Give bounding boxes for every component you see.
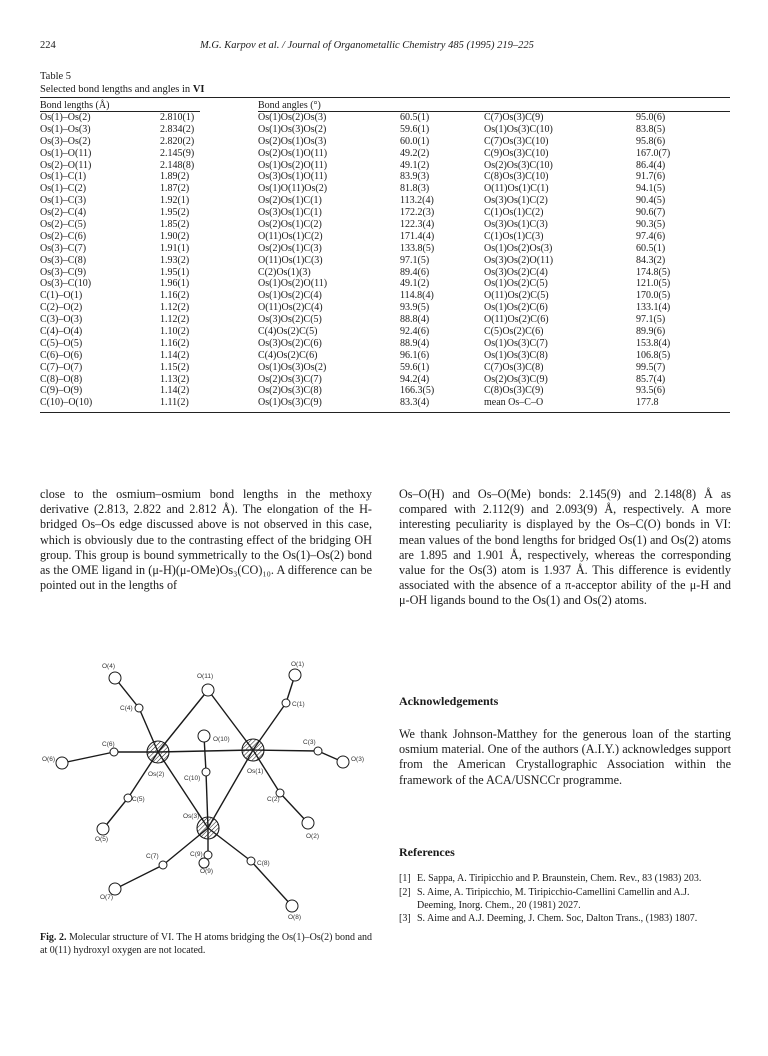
- label-os3: Os(3): [183, 813, 200, 820]
- table-cell: 1.13(2): [160, 373, 190, 385]
- table-cell: 1.10(2): [160, 326, 190, 338]
- table-cell: 1.11(2): [160, 397, 189, 409]
- atom-o4: [109, 672, 121, 684]
- table-cell: Os(1)Os(2)Os(3): [484, 242, 553, 254]
- table-cell: 1.14(2): [160, 385, 190, 397]
- table-cell: 2.148(8): [160, 159, 195, 171]
- table-cell: 85.7(4): [636, 373, 666, 385]
- atom-c5: [124, 794, 132, 802]
- table-cell: Os(1)Os(3)C(8): [484, 349, 548, 361]
- table-cell: 133.8(5): [400, 242, 435, 254]
- table-cell: 153.8(4): [636, 337, 671, 349]
- table-cell: 95.8(6): [636, 135, 666, 147]
- table-cell: O(11)Os(2)C(4): [258, 302, 323, 314]
- label-c9: C(9): [190, 851, 203, 858]
- table-cell: 89.9(6): [636, 326, 666, 338]
- table-cell: O(11)Os(1)C(1): [484, 183, 549, 195]
- bond-os2-o11: [158, 690, 208, 752]
- table-cell: 97.4(6): [636, 230, 666, 242]
- label-o11: O(11): [197, 673, 214, 680]
- label-c1: C(1): [292, 701, 305, 708]
- right-column-paragraph: Os–O(H) and Os–O(Me) bonds: 2.145(9) and 2.148(8) Å as compared with 2.112(9) and 2.093(9) Å, respectively. A more interesting peculiarity is displayed by the Os–C(O) bonds in VI: mean values of the bond lengths for bridged Os(1) and Os(2) atoms are 1.895 and 1.901 Å, respectively, whereas the corresponding value for the Os(3) atom is 1.937 Å. This difference is evidently associated with the absence of a π-acceptor ability of the μ-H and μ-OH ligands bound to the Os(1) and Os(2) atoms.: [399, 487, 731, 608]
- table-cell: 1.95(1): [160, 266, 190, 278]
- table-cell: 1.90(2): [160, 230, 190, 242]
- label-o5: O(5): [95, 836, 108, 843]
- table-cell: 83.8(5): [636, 123, 666, 135]
- table-cell: 99.5(7): [636, 361, 666, 373]
- table-cell: 83.9(3): [400, 171, 430, 183]
- table-cell: C(9)Os(3)C(10): [484, 147, 549, 159]
- table-cell: C(7)Os(3)C(9): [484, 112, 544, 123]
- table-cell: 96.1(6): [400, 349, 430, 361]
- table-cell: 97.1(5): [636, 314, 666, 326]
- atom-os3: [197, 817, 219, 839]
- header-bond-lengths: Bond lengths (Å): [40, 100, 110, 111]
- reference-text: E. Sappa, A. Tiripicchio and P. Braunstein, Chem. Rev., 83 (1983) 203.: [417, 873, 702, 884]
- reference-item: [399, 873, 731, 886]
- table-cell: Os(2)–C(5): [40, 219, 87, 231]
- table-cell: Os(1)Os(3)C(7): [484, 337, 548, 349]
- table-cell: Os(1)–C(1): [40, 171, 87, 183]
- table-cell: Os(3)–C(8): [40, 254, 87, 266]
- table-cell: 1.89(2): [160, 171, 190, 183]
- table-cell: 91.7(6): [636, 171, 666, 183]
- table-cell: Os(3)Os(1)O(11): [258, 171, 328, 183]
- table-row: [40, 148, 730, 160]
- table-cell: C(4)Os(2)C(6): [258, 349, 318, 361]
- table-cell: 60.5(1): [636, 242, 666, 254]
- bond-os1-os3: [208, 750, 253, 828]
- table-cell: Os(1)–Os(2): [40, 112, 91, 123]
- atom-o9: [199, 858, 209, 868]
- table-cell: 171.4(4): [400, 230, 435, 242]
- table-row: [40, 255, 730, 267]
- table-cell: Os(2)Os(1)O(11): [258, 147, 328, 159]
- table-cell: Os(1)Os(3)Os(2): [258, 123, 327, 135]
- table-row: [40, 243, 730, 255]
- table-cell: 1.92(1): [160, 195, 190, 207]
- table-cell: 121.0(5): [636, 278, 671, 290]
- table-cell: Os(1)Os(3)Os(2): [258, 361, 327, 373]
- reference-number: [3]: [399, 913, 411, 925]
- label-c5: C(5): [132, 796, 145, 803]
- bond-c7-o7: [115, 865, 163, 889]
- table-cell: Os(3)Os(2)O(11): [484, 254, 554, 266]
- table-cell: 122.3(4): [400, 219, 435, 231]
- bond-table: [40, 112, 730, 409]
- table-cell: 84.3(2): [636, 254, 666, 266]
- table-cell: 2.145(9): [160, 147, 195, 159]
- table-cell: Os(1)–C(3): [40, 195, 87, 207]
- table-cell: 1.12(2): [160, 302, 190, 314]
- reference-text: S. Aime and A.J. Deeming, J. Chem. Soc, Dalton Trans., (1983) 1807.: [417, 913, 698, 925]
- atom-c3: [314, 747, 322, 755]
- table-cell: 1.16(2): [160, 337, 190, 349]
- table-row: [40, 267, 730, 279]
- table-cell: C(8)–O(8): [40, 373, 83, 385]
- table-cell: C(1)–O(1): [40, 290, 83, 302]
- table-cell: 174.8(5): [636, 266, 671, 278]
- table-cell: C(8)Os(3)C(9): [484, 385, 544, 397]
- table-cell: 1.95(2): [160, 207, 190, 219]
- table-cell: Os(1)–Os(3): [40, 123, 91, 135]
- table-cell: 49.1(2): [400, 278, 430, 290]
- bond-c8-o8: [251, 861, 292, 906]
- table-cell: C(2)Os(1)(3): [258, 266, 311, 278]
- table-row: [40, 302, 730, 314]
- table-cell: 1.16(2): [160, 290, 190, 302]
- table-cell: Os(1)Os(2)C(5): [484, 278, 548, 290]
- table-cell: Os(3)Os(2)C(4): [484, 266, 548, 278]
- table-cell: C(4)Os(2)C(5): [258, 326, 318, 338]
- table-cell: 113.2(4): [400, 195, 434, 207]
- reference-item: [399, 913, 731, 926]
- references-heading: References: [399, 845, 455, 859]
- table-cell: 59.6(1): [400, 123, 430, 135]
- table-cell: Os(2)Os(1)Os(3): [258, 135, 327, 147]
- atom-os2: [147, 741, 169, 763]
- table-row: [40, 397, 730, 409]
- label-c3: C(3): [303, 739, 316, 746]
- table-cell: Os(3)Os(1)C(2): [484, 195, 548, 207]
- label-o10: O(10): [213, 736, 230, 743]
- label-o8: O(8): [288, 914, 301, 921]
- table-cell: 1.96(1): [160, 278, 190, 290]
- table-cell: Os(3)Os(1)C(1): [258, 207, 322, 219]
- table-cell: 97.1(5): [400, 254, 430, 266]
- table-cell: Os(3)Os(2)C(5): [258, 314, 322, 326]
- acknowledgements-heading: Acknowledgements: [399, 694, 499, 708]
- table-cell: Os(2)Os(3)C(8): [258, 385, 322, 397]
- table-cell: 95.0(6): [636, 112, 666, 123]
- atom-o8: [286, 900, 298, 912]
- table-row: [40, 385, 730, 397]
- table-cell: Os(1)Os(3)C(9): [258, 397, 322, 409]
- table-cell: O(11)Os(2)C(6): [484, 314, 549, 326]
- table-number: Table 5: [40, 71, 72, 82]
- table-row: [40, 195, 730, 207]
- table-cell: 1.12(2): [160, 314, 190, 326]
- label-os1: Os(1): [247, 768, 264, 775]
- label-os2: Os(2): [148, 771, 165, 778]
- table-cell: 1.91(1): [160, 242, 190, 254]
- table-cell: Os(2)Os(1)C(2): [258, 219, 322, 231]
- table-cell: Os(1)Os(3)C(10): [484, 123, 553, 135]
- table-cell: Os(1)Os(2)C(6): [484, 302, 548, 314]
- table-cell: Os(2)Os(3)C(9): [484, 373, 548, 385]
- table-cell: 59.6(1): [400, 361, 430, 373]
- atom-o11: [202, 684, 214, 696]
- table-cell: 1.14(2): [160, 349, 190, 361]
- table-cell: 172.2(3): [400, 207, 435, 219]
- table-row: [40, 290, 730, 302]
- table-row: [40, 278, 730, 290]
- table-cell: 1.87(2): [160, 183, 190, 195]
- acknowledgements-text: We thank Johnson-Matthey for the generous loan of the starting osmium material. One of the authors (A.I.Y.) acknowledges support from the American Crystallographic Association within the framework of the ACA/USNCCr programme.: [399, 727, 731, 787]
- table-cell: 177.8: [636, 397, 659, 409]
- table-cell: Os(1)O(11)Os(2): [258, 183, 328, 195]
- figure-caption: Fig. 2. Molecular structure of VI. The H atoms bridging the Os(1)–Os(2) bond and at 0(11) hydroxyl oxygen are not located.: [40, 932, 373, 956]
- reference-text: S. Aime, A. Tiripicchio, M. Tiripicchio-Camellini Camellin and A.J. Deeming, Inorg. Chem., 20 (1981) 2027.: [417, 886, 690, 911]
- table-cell: 88.9(4): [400, 337, 430, 349]
- table-cell: Os(2)–C(4): [40, 207, 87, 219]
- table-cell: 2.834(2): [160, 123, 195, 135]
- table-cell: 1.15(2): [160, 361, 190, 373]
- table-cell: C(7)Os(3)C(10): [484, 135, 549, 147]
- table-cell: 2.820(2): [160, 135, 195, 147]
- table-cell: C(5)Os(2)C(6): [484, 326, 544, 338]
- table-cell: Os(1)–C(2): [40, 183, 87, 195]
- table-row: [40, 160, 730, 172]
- table-cell: C(6)–O(6): [40, 349, 83, 361]
- atom-c4: [135, 704, 143, 712]
- label-o4: O(4): [102, 663, 115, 670]
- table-cell: 1.85(2): [160, 219, 190, 231]
- table-row: [40, 231, 730, 243]
- label-o1: O(1): [291, 661, 304, 668]
- journal-citation: M.G. Karpov et al. / Journal of Organometallic Chemistry 485 (1995) 219–225: [200, 40, 534, 51]
- table-cell: Os(2)–C(6): [40, 230, 87, 242]
- table-cell: 81.8(3): [400, 183, 430, 195]
- reference-item: [399, 887, 731, 913]
- table-cell: 93.9(5): [400, 302, 430, 314]
- table-cell: 86.4(4): [636, 159, 666, 171]
- table-cell: 106.8(5): [636, 349, 671, 361]
- table-cell: 93.5(6): [636, 385, 666, 397]
- table-row: [40, 136, 730, 148]
- table-row: [40, 338, 730, 350]
- table-top-rule: [40, 97, 730, 98]
- table-title: Selected bond lengths and angles in VI: [40, 84, 205, 95]
- atom-o2: [302, 817, 314, 829]
- table-cell: Os(3)Os(2)C(6): [258, 337, 322, 349]
- table-cell: Os(3)Os(1)C(3): [484, 219, 548, 231]
- table-cell: Os(2)–O(11): [40, 159, 92, 171]
- table-cell: 166.3(5): [400, 385, 435, 397]
- table-row: [40, 219, 730, 231]
- table-cell: 94.2(4): [400, 373, 430, 385]
- table-cell: C(7)–O(7): [40, 361, 83, 373]
- label-o9: O(9): [200, 868, 213, 875]
- table-cell: 88.8(4): [400, 314, 430, 326]
- table-cell: O(11)Os(1)C(3): [258, 254, 323, 266]
- atom-c7: [159, 861, 167, 869]
- table-cell: C(2)–O(2): [40, 302, 83, 314]
- left-column-paragraph: close to the osmium–osmium bond lengths in the methoxy derivative (2.813, 2.822 and 2.812 Å). The elongation of the H-bridged Os–Os edge discussed above is not observed in this case, which is obviously due to the contrasting effect of the bridging OH group. This group is bound symmetrically to the Os(1)–Os(2) bond as the OME ligand in (μ-H)(μ-OMe)Os₃(CO)₁₀. A difference can be pointed out in the lengths of: [40, 487, 372, 593]
- label-c2: C(2): [267, 796, 280, 803]
- atom-o3: [337, 756, 349, 768]
- table-cell: 167.0(7): [636, 147, 671, 159]
- table-cell: 133.1(4): [636, 302, 671, 314]
- table-row: [40, 207, 730, 219]
- table-cell: Os(3)–C(7): [40, 242, 87, 254]
- table-cell: Os(2)Os(3)C(10): [484, 159, 553, 171]
- table-cell: Os(1)Os(2)O(11): [258, 278, 328, 290]
- reference-number: [1]: [399, 873, 411, 884]
- table-cell: 89.4(6): [400, 266, 430, 278]
- table-cell: 2.810(1): [160, 112, 195, 123]
- table-row: [40, 314, 730, 326]
- table-caption: [40, 70, 204, 96]
- table-row: [40, 350, 730, 362]
- table-row: [40, 124, 730, 136]
- table-cell: Os(2)Os(3)C(7): [258, 373, 322, 385]
- atom-c10: [202, 768, 210, 776]
- label-o6: O(6): [42, 756, 55, 763]
- table-cell: 94.1(5): [636, 183, 666, 195]
- table-row: [40, 362, 730, 374]
- table-cell: C(5)–O(5): [40, 337, 83, 349]
- table-cell: C(8)Os(3)C(10): [484, 171, 549, 183]
- table-cell: 90.6(7): [636, 207, 666, 219]
- table-cell: C(4)–O(4): [40, 326, 83, 338]
- table-cell: O(11)Os(1)C(2): [258, 230, 323, 242]
- table-cell: 1.93(2): [160, 254, 190, 266]
- table-cell: Os(1)Os(2)C(4): [258, 290, 322, 302]
- table-cell: Os(1)Os(2)O(11): [258, 159, 328, 171]
- table-cell: 170.0(5): [636, 290, 671, 302]
- table-row: [40, 374, 730, 386]
- atom-o1: [289, 669, 301, 681]
- label-c7: C(7): [146, 853, 159, 860]
- table-cell: Os(2)Os(1)C(3): [258, 242, 322, 254]
- table-cell: C(1)Os(1)C(2): [484, 207, 544, 219]
- molecular-structure-figure: [40, 658, 373, 1014]
- header-bond-angles: Bond angles (°): [258, 100, 321, 111]
- table-cell: mean Os–C–O: [484, 397, 544, 409]
- bond-c6-o6: [62, 752, 114, 763]
- table-cell: C(7)Os(3)C(8): [484, 361, 544, 373]
- table-cell: Os(2)Os(1)C(1): [258, 195, 322, 207]
- table-cell: Os(1)–O(11): [40, 147, 92, 159]
- reference-number: [2]: [399, 886, 411, 898]
- atom-c1: [282, 699, 290, 707]
- atom-o6: [56, 757, 68, 769]
- table-cell: 90.3(5): [636, 219, 666, 231]
- label-o7: O(7): [100, 894, 113, 901]
- table-cell: Os(3)–Os(2): [40, 135, 91, 147]
- table-row: [40, 326, 730, 338]
- label-o2: O(2): [306, 833, 319, 840]
- atom-o5: [97, 823, 109, 835]
- references-list: [399, 873, 731, 927]
- table-cell: Os(1)Os(2)Os(3): [258, 112, 327, 123]
- label-c6: C(6): [102, 741, 115, 748]
- table-cell: 90.4(5): [636, 195, 666, 207]
- table-cell: 83.3(4): [400, 397, 430, 409]
- table-cell: 60.0(1): [400, 135, 430, 147]
- table-bottom-rule: [40, 412, 730, 413]
- table-cell: C(3)–O(3): [40, 314, 83, 326]
- table-row: [40, 112, 730, 124]
- table-cell: C(1)Os(1)C(3): [484, 230, 544, 242]
- atom-o10: [198, 730, 210, 742]
- table-cell: 60.5(1): [400, 112, 430, 123]
- table-cell: C(9)–O(9): [40, 385, 83, 397]
- label-c10: C(10): [184, 775, 201, 782]
- table-cell: C(10)–O(10): [40, 397, 93, 409]
- label-c4: C(4): [120, 705, 133, 712]
- table-row: [40, 171, 730, 183]
- atom-os1: [242, 739, 264, 761]
- page-number: 224: [40, 40, 56, 51]
- table-cell: 49.1(2): [400, 159, 430, 171]
- table-cell: 114.8(4): [400, 290, 434, 302]
- label-o3: O(3): [351, 756, 364, 763]
- label-c8: C(8): [257, 860, 270, 867]
- table-cell: Os(3)–C(9): [40, 266, 87, 278]
- atom-c8: [247, 857, 255, 865]
- table-cell: 49.2(2): [400, 147, 430, 159]
- atom-c6: [110, 748, 118, 756]
- table-cell: 92.4(6): [400, 326, 430, 338]
- table-cell: O(11)Os(2)C(5): [484, 290, 549, 302]
- table-row: [40, 183, 730, 195]
- table-cell: Os(3)–C(10): [40, 278, 92, 290]
